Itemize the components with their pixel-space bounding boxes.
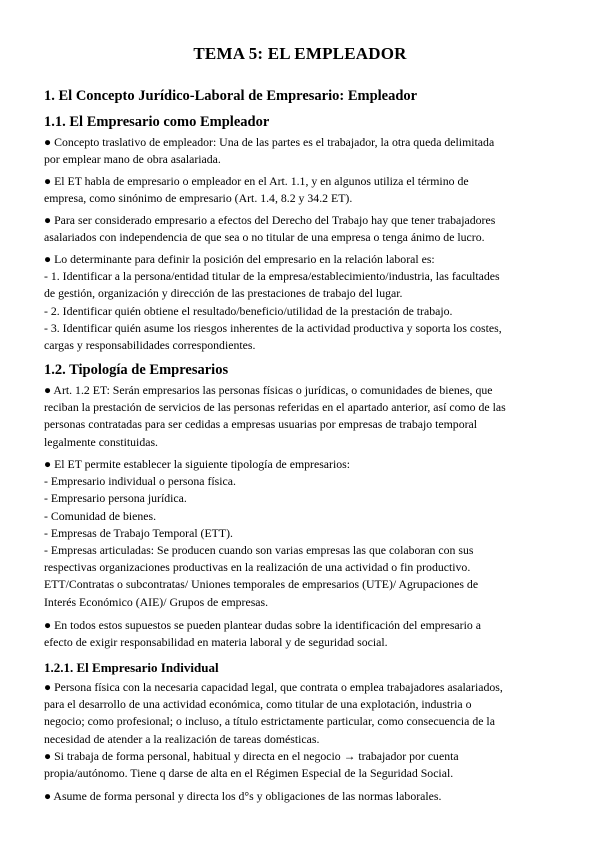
text-line: - Comunidad de bienes. bbox=[44, 508, 157, 523]
text-line: cargas y responsabilidades correspondientes. bbox=[44, 338, 256, 353]
text-line: ● Para ser considerado empresario a efectos del Derecho del Trabajo hay que tener trabajadores bbox=[44, 213, 496, 227]
section-heading-1: 1. El Concepto Jurídico-Laboral de Empresario: Empleador bbox=[44, 88, 418, 104]
paragraph-doubts bbox=[44, 617, 558, 651]
text-line: negocio; como profesional; o incluso, a título estrictamente particular, como consecuencia de la bbox=[44, 714, 495, 729]
text-line: ● El ET habla de empresario o empleador en el Art. 1.1, y en algunos utiliza el término de bbox=[44, 174, 469, 188]
text-line: ● Si trabaja de forma personal, habitual y directa en el negocio → trabajador por cuenta bbox=[44, 749, 459, 763]
text-line: legalmente constituidas. bbox=[44, 434, 159, 449]
paragraph-individual bbox=[44, 679, 558, 748]
text-line: ● Lo determinante para definir la posición del empresario en la relación laboral es: bbox=[44, 252, 435, 266]
text-line: empresa, como sinónimo de empresario (Art. 1.4, 8.2 y 34.2 ET). bbox=[44, 191, 353, 206]
text-line: - Empresario persona jurídica. bbox=[44, 491, 187, 506]
text-line: ● El ET permite establecer la siguiente tipología de empresarios: bbox=[44, 457, 350, 471]
section-heading-1-2-1: 1.2.1. El Empresario Individual bbox=[44, 660, 219, 675]
text-line: - 1. Identificar a la persona/entidad titular de la empresa/establecimiento/industria, las facultades bbox=[44, 269, 500, 284]
section-heading-1-1: 1.1. El Empresario como Empleador bbox=[44, 114, 270, 130]
paragraph-autonomo bbox=[44, 748, 558, 782]
section-heading-1-2: 1.2. Tipología de Empresarios bbox=[44, 362, 229, 378]
paragraph-obligations bbox=[44, 788, 558, 805]
text-line: asalariados con independencia de que sea o no titular de una empresa o tenga ánimo de lucro. bbox=[44, 230, 485, 245]
text-line: por emplear mano de obra asalariada. bbox=[44, 152, 221, 167]
paragraph-et-empresario bbox=[44, 173, 558, 207]
text-line: personas contratadas para ser cedidas a empresas usuarias por empresas de trabajo temporal bbox=[44, 417, 478, 432]
paragraph-consideration bbox=[44, 212, 558, 246]
text-line: Interés Económico (AIE)/ Grupos de empresas. bbox=[44, 594, 269, 609]
text-line: reciban la prestación de servicios de las personas referidas en el apartado anterior, así como de las bbox=[44, 400, 506, 415]
paragraph-concept bbox=[44, 134, 558, 168]
text-line: - Empresas articuladas: Se producen cuando son varias empresas las que colaboran con sus bbox=[44, 543, 474, 558]
text-line: ETT/Contratas o subcontratas/ Uniones temporales de empresarios (UTE)/ Agrupaciones de bbox=[44, 577, 479, 592]
text-line: - Empresas de Trabajo Temporal (ETT). bbox=[44, 525, 233, 540]
text-line: ● Concepto traslativo de empleador: Una de las partes es el trabajador, la otra queda delimitada bbox=[44, 135, 495, 149]
text-line: efecto de exigir responsabilidad en materia laboral y de seguridad social. bbox=[44, 635, 388, 650]
paragraph-determinant bbox=[44, 251, 558, 354]
paragraph-art-1-2 bbox=[44, 382, 558, 451]
text-line: ● Persona física con la necesaria capacidad legal, que contrata o emplea trabajadores asalariados, bbox=[44, 680, 503, 694]
text-line: ● En todos estos supuestos se pueden plantear dudas sobre la identificación del empresario a bbox=[44, 618, 481, 632]
paragraph-typology bbox=[44, 456, 558, 611]
text-line: ● Art. 1.2 ET: Serán empresarios las personas físicas o jurídicas, o comunidades de bienes, que bbox=[44, 383, 493, 397]
text-line: - 2. Identificar quién obtiene el resultado/beneficio/utilidad de la prestación de trabajo. bbox=[44, 303, 453, 318]
text-line: necesidad de atender a la realización de tareas domésticas. bbox=[44, 731, 320, 746]
text-line: ● Asume de forma personal y directa los d°s y obligaciones de las normas laborales. bbox=[44, 789, 442, 803]
text-line: para el desarrollo de una actividad económica, como titular de una explotación, industria o bbox=[44, 697, 472, 712]
text-line: respectivas organizaciones productivas en la realización de una actividad o fin productivo. bbox=[44, 560, 471, 575]
text-line: - Empresario individual o persona física. bbox=[44, 474, 236, 489]
text-line: - 3. Identificar quién asume los riesgos inherentes de la actividad productiva y soporta los costes, bbox=[44, 320, 502, 335]
page-title: TEMA 5: EL EMPLEADOR bbox=[193, 44, 407, 63]
text-line: propia/autónomo. Tiene q darse de alta en el Régimen Especial de la Seguridad Social. bbox=[44, 766, 454, 781]
text-line: de gestión, organización y dirección de las prestaciones de trabajo del lugar. bbox=[44, 286, 403, 301]
